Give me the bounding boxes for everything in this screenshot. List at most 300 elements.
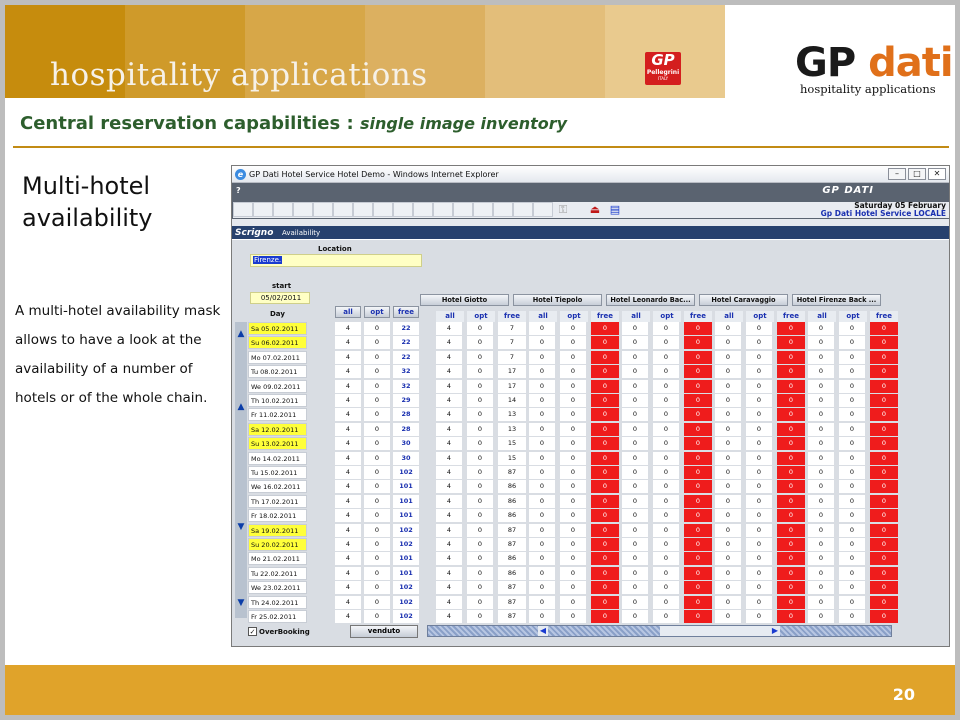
- hotel-1-all-cell: 4: [436, 596, 462, 609]
- start-date-input[interactable]: 05/02/2011: [250, 292, 310, 304]
- hotel-header-3[interactable]: Hotel Leonardo Bac...: [606, 294, 695, 306]
- app-header: [232, 183, 949, 219]
- hotel-3-opt-cell: 0: [653, 394, 679, 407]
- hotel-5-opt-cell: 0: [839, 408, 865, 421]
- hotel-4-free-cell: 0: [777, 480, 805, 493]
- hotel-2-opt-cell: 0: [560, 466, 586, 479]
- hotel-1-all-cell: 4: [436, 466, 462, 479]
- toolbar-button[interactable]: [533, 202, 553, 217]
- hotel-1-free-cell: 13: [498, 408, 526, 421]
- hotel-2-all-cell: 0: [529, 452, 555, 465]
- maximize-button[interactable]: □: [908, 168, 926, 180]
- hotel-1-opt-cell: 0: [467, 538, 493, 551]
- hotel-1-all-cell: 4: [436, 581, 462, 594]
- hotel-header-1[interactable]: Hotel Giotto: [420, 294, 509, 306]
- hotel-5-all-cell: 0: [808, 581, 834, 594]
- hotel-4-all-cell: 0: [715, 581, 741, 594]
- logo-subtitle: hospitality applications: [800, 82, 936, 96]
- total-all-cell: 4: [335, 610, 361, 623]
- hotel-5-all-cell: 0: [808, 322, 834, 335]
- hotel-1-free-cell: 86: [498, 552, 526, 565]
- brand-label: GP DATI: [822, 185, 874, 196]
- hotel-2-opt-cell: 0: [560, 610, 586, 623]
- hotel-2-opt-cell: 0: [560, 495, 586, 508]
- hotel-5-opt-cell: 0: [839, 322, 865, 335]
- hotel-5-opt-cell: 0: [839, 336, 865, 349]
- hotel-5-opt-cell: 0: [839, 610, 865, 623]
- hotel-3-col-opt: opt: [653, 311, 681, 322]
- hotel-4-all-cell: 0: [715, 336, 741, 349]
- hotel-2-all-cell: 0: [529, 495, 555, 508]
- hotel-4-col-opt: opt: [746, 311, 774, 322]
- hotel-3-free-cell: 0: [684, 524, 712, 537]
- total-opt-cell: 0: [364, 524, 390, 537]
- total-opt-cell: 0: [364, 380, 390, 393]
- hotel-3-all-cell: 0: [622, 610, 648, 623]
- day-cell[interactable]: Su 13.02.2011: [248, 437, 307, 450]
- hotel-1-all-cell: 4: [436, 610, 462, 623]
- hotel-3-all-cell: 0: [622, 437, 648, 450]
- day-cell[interactable]: Th 17.02.2011: [248, 495, 307, 508]
- toolbar-button[interactable]: [493, 202, 513, 217]
- total-all-cell: 4: [335, 552, 361, 565]
- hotel-3-all-cell: 0: [622, 351, 648, 364]
- total-free-cell: 102: [393, 596, 419, 609]
- hotel-3-opt-cell: 0: [653, 509, 679, 522]
- hotel-3-all-cell: 0: [622, 380, 648, 393]
- hotel-3-free-cell: 0: [684, 365, 712, 378]
- hotel-2-free-cell: 0: [591, 322, 619, 335]
- hotel-5-opt-cell: 0: [839, 495, 865, 508]
- subtitle-italic: single image inventory: [359, 114, 568, 133]
- hotel-1-opt-cell: 0: [467, 552, 493, 565]
- hotel-3-free-cell: 0: [684, 380, 712, 393]
- hotel-5-all-cell: 0: [808, 365, 834, 378]
- toolbar-button[interactable]: [373, 202, 393, 217]
- table-row: [248, 552, 887, 566]
- hotel-4-opt-cell: 0: [746, 596, 772, 609]
- table-row: [248, 365, 887, 379]
- hotel-4-free-cell: 0: [777, 408, 805, 421]
- hotel-2-free-cell: 0: [591, 466, 619, 479]
- toolbar-button[interactable]: [513, 202, 533, 217]
- hotel-3-free-cell: 0: [684, 596, 712, 609]
- hotel-5-free-cell: 0: [870, 437, 898, 450]
- day-cell[interactable]: Th 24.02.2011: [248, 596, 307, 609]
- hotel-2-opt-cell: 0: [560, 336, 586, 349]
- hotel-5-opt-cell: 0: [839, 394, 865, 407]
- total-col-free: free: [393, 306, 419, 318]
- scroll-down-fast-icon[interactable]: ▼: [237, 598, 245, 608]
- overbooking-option[interactable]: [248, 627, 310, 636]
- hotel-2-opt-cell: 0: [560, 452, 586, 465]
- location-input[interactable]: [250, 254, 422, 267]
- total-free-cell: 22: [393, 322, 419, 335]
- hotel-3-free-cell: 0: [684, 581, 712, 594]
- total-free-cell: 30: [393, 452, 419, 465]
- exit-door-icon[interactable]: ⏏: [589, 203, 601, 216]
- minimize-button[interactable]: –: [888, 168, 906, 180]
- hotel-1-all-cell: 4: [436, 538, 462, 551]
- hotel-5-col-free: free: [870, 311, 898, 322]
- day-cell[interactable]: Tu 22.02.2011: [248, 567, 307, 580]
- hotel-header-5[interactable]: Hotel Firenze Back ...: [792, 294, 881, 306]
- hotel-4-opt-cell: 0: [746, 466, 772, 479]
- toolbar-button[interactable]: [433, 202, 453, 217]
- hotel-1-opt-cell: 0: [467, 452, 493, 465]
- table-row: [248, 423, 887, 437]
- hotel-4-all-cell: 0: [715, 380, 741, 393]
- window-titlebar: [232, 166, 949, 183]
- hotel-3-free-cell: 0: [684, 466, 712, 479]
- hotel-header-4[interactable]: Hotel Caravaggio: [699, 294, 788, 306]
- hotel-2-all-cell: 0: [529, 322, 555, 335]
- hotel-2-free-cell: 0: [591, 509, 619, 522]
- table-row: [248, 581, 887, 595]
- total-free-cell: 30: [393, 437, 419, 450]
- day-cell[interactable]: We 09.02.2011: [248, 380, 307, 393]
- logo-gp: GP: [795, 40, 856, 86]
- hotel-5-all-cell: 0: [808, 408, 834, 421]
- hotel-3-all-cell: 0: [622, 538, 648, 551]
- hotel-3-opt-cell: 0: [653, 423, 679, 436]
- hotel-4-opt-cell: 0: [746, 509, 772, 522]
- hotel-1-opt-cell: 0: [467, 581, 493, 594]
- hotel-2-col-free: free: [591, 311, 619, 322]
- hotel-1-opt-cell: 0: [467, 351, 493, 364]
- hotel-4-free-cell: 0: [777, 336, 805, 349]
- hotel-2-free-cell: 0: [591, 610, 619, 623]
- day-cell[interactable]: Sa 12.02.2011: [248, 423, 307, 436]
- hotel-5-all-cell: 0: [808, 610, 834, 623]
- hotel-1-opt-cell: 0: [467, 394, 493, 407]
- hotel-4-all-cell: 0: [715, 495, 741, 508]
- day-cell[interactable]: Fr 11.02.2011: [248, 408, 307, 421]
- total-opt-cell: 0: [364, 336, 390, 349]
- hotel-1-free-cell: 87: [498, 524, 526, 537]
- day-cell[interactable]: Tu 08.02.2011: [248, 365, 307, 378]
- hotel-2-all-cell: 0: [529, 610, 555, 623]
- total-opt-cell: 0: [364, 495, 390, 508]
- total-free-cell: 102: [393, 466, 419, 479]
- hotel-5-opt-cell: 0: [839, 538, 865, 551]
- hotel-4-free-cell: 0: [777, 524, 805, 537]
- total-all-cell: 4: [335, 437, 361, 450]
- hotel-5-all-cell: 0: [808, 351, 834, 364]
- hotel-4-all-cell: 0: [715, 567, 741, 580]
- table-row: [248, 596, 887, 610]
- hotel-2-all-cell: 0: [529, 365, 555, 378]
- tab-scrigno[interactable]: Scrigno: [235, 227, 274, 238]
- hotel-5-opt-cell: 0: [839, 466, 865, 479]
- hotel-3-all-cell: 0: [622, 394, 648, 407]
- scroll-up-fast-icon[interactable]: ▲: [237, 329, 245, 339]
- hotel-2-all-cell: 0: [529, 596, 555, 609]
- hotel-3-all-cell: 0: [622, 596, 648, 609]
- hotel-4-opt-cell: 0: [746, 567, 772, 580]
- hotel-5-free-cell: 0: [870, 610, 898, 623]
- hotel-4-free-cell: 0: [777, 581, 805, 594]
- hotel-4-opt-cell: 0: [746, 581, 772, 594]
- hotel-1-all-cell: 4: [436, 322, 462, 335]
- total-all-cell: 4: [335, 452, 361, 465]
- hotel-4-col-all: all: [715, 311, 743, 322]
- table-row: [248, 408, 887, 422]
- hotel-4-free-cell: 0: [777, 423, 805, 436]
- hotel-1-opt-cell: 0: [467, 336, 493, 349]
- overbooking-checkbox[interactable]: ✓: [249, 628, 256, 636]
- hotel-4-free-cell: 0: [777, 394, 805, 407]
- hotel-3-opt-cell: 0: [653, 567, 679, 580]
- hotel-4-all-cell: 0: [715, 322, 741, 335]
- start-label: start: [272, 282, 292, 290]
- hotel-3-opt-cell: 0: [653, 524, 679, 537]
- hotel-5-free-cell: 0: [870, 495, 898, 508]
- day-cell[interactable]: Th 10.02.2011: [248, 394, 307, 407]
- toolbar-button[interactable]: [393, 202, 413, 217]
- day-cell[interactable]: Fr 18.02.2011: [248, 509, 307, 522]
- hotel-4-opt-cell: 0: [746, 495, 772, 508]
- hotel-1-free-cell: 87: [498, 610, 526, 623]
- table-row: [248, 567, 887, 581]
- hotel-2-opt-cell: 0: [560, 380, 586, 393]
- grid-icon[interactable]: ▤: [609, 203, 621, 216]
- toolbar-button[interactable]: [293, 202, 313, 217]
- hotel-2-free-cell: 0: [591, 394, 619, 407]
- hotel-4-free-cell: 0: [777, 538, 805, 551]
- hotel-3-opt-cell: 0: [653, 538, 679, 551]
- total-opt-cell: 0: [364, 452, 390, 465]
- hotel-header-2[interactable]: Hotel Tiepolo: [513, 294, 602, 306]
- hotel-3-opt-cell: 0: [653, 437, 679, 450]
- hotel-2-all-cell: 0: [529, 437, 555, 450]
- total-opt-cell: 0: [364, 351, 390, 364]
- hotel-1-free-cell: 17: [498, 365, 526, 378]
- browser-window: [231, 165, 950, 647]
- hotel-1-free-cell: 7: [498, 322, 526, 335]
- hotel-2-opt-cell: 0: [560, 423, 586, 436]
- hotel-2-all-cell: 0: [529, 336, 555, 349]
- hotel-3-free-cell: 0: [684, 610, 712, 623]
- total-all-cell: 4: [335, 365, 361, 378]
- hotel-5-col-all: all: [808, 311, 836, 322]
- day-cell[interactable]: Sa 19.02.2011: [248, 524, 307, 537]
- total-all-cell: 4: [335, 408, 361, 421]
- hotel-3-opt-cell: 0: [653, 351, 679, 364]
- hotel-4-all-cell: 0: [715, 408, 741, 421]
- toolbar-button[interactable]: [253, 202, 273, 217]
- total-opt-cell: 0: [364, 480, 390, 493]
- key-icon[interactable]: ⚿: [558, 202, 568, 216]
- hotel-1-free-cell: 7: [498, 336, 526, 349]
- banner-title: hospitality applications: [50, 57, 428, 93]
- total-opt-cell: 0: [364, 596, 390, 609]
- hotel-2-free-cell: 0: [591, 452, 619, 465]
- hotel-2-opt-cell: 0: [560, 509, 586, 522]
- hotel-4-all-cell: 0: [715, 524, 741, 537]
- hotel-2-all-cell: 0: [529, 380, 555, 393]
- hotel-5-all-cell: 0: [808, 480, 834, 493]
- table-row: [248, 538, 887, 552]
- hotel-5-free-cell: 0: [870, 596, 898, 609]
- day-cell[interactable]: Su 06.02.2011: [248, 336, 307, 349]
- hotel-3-free-cell: 0: [684, 538, 712, 551]
- hotel-3-all-cell: 0: [622, 581, 648, 594]
- total-all-cell: 4: [335, 380, 361, 393]
- toolbar-button[interactable]: [413, 202, 433, 217]
- day-cell[interactable]: Mo 21.02.2011: [248, 552, 307, 565]
- toolbar-button[interactable]: [473, 202, 493, 217]
- hotel-5-all-cell: 0: [808, 394, 834, 407]
- scroll-right-icon[interactable]: ▶: [771, 626, 779, 635]
- table-row: [248, 322, 887, 336]
- total-all-cell: 4: [335, 524, 361, 537]
- hotel-5-all-cell: 0: [808, 336, 834, 349]
- total-free-cell: 22: [393, 336, 419, 349]
- toolbar-button[interactable]: [233, 202, 253, 217]
- hotel-4-all-cell: 0: [715, 538, 741, 551]
- hotel-1-opt-cell: 0: [467, 567, 493, 580]
- internet-explorer-icon: e: [235, 169, 246, 180]
- day-cell[interactable]: We 16.02.2011: [248, 480, 307, 493]
- toolbar-button[interactable]: [353, 202, 373, 217]
- scroll-up-icon[interactable]: ▲: [237, 402, 245, 412]
- hotel-3-col-all: all: [622, 311, 650, 322]
- hotel-4-free-cell: 0: [777, 365, 805, 378]
- day-cell[interactable]: We 23.02.2011: [248, 581, 307, 594]
- current-date: Saturday 05 February: [854, 201, 946, 210]
- hotel-4-opt-cell: 0: [746, 336, 772, 349]
- hotel-1-free-cell: 87: [498, 538, 526, 551]
- hotel-1-opt-cell: 0: [467, 322, 493, 335]
- hotel-1-all-cell: 4: [436, 336, 462, 349]
- hotel-3-opt-cell: 0: [653, 610, 679, 623]
- day-cell[interactable]: Tu 15.02.2011: [248, 466, 307, 479]
- hotel-5-all-cell: 0: [808, 466, 834, 479]
- close-button[interactable]: ✕: [928, 168, 946, 180]
- hotel-3-opt-cell: 0: [653, 552, 679, 565]
- total-free-cell: 32: [393, 380, 419, 393]
- total-all-cell: 4: [335, 581, 361, 594]
- table-row: [248, 610, 887, 624]
- footer-bar: [5, 665, 955, 715]
- toolbar-button[interactable]: [273, 202, 293, 217]
- horizontal-scrollbar[interactable]: [427, 625, 892, 637]
- hotel-3-opt-cell: 0: [653, 495, 679, 508]
- total-free-cell: 22: [393, 351, 419, 364]
- total-free-cell: 102: [393, 610, 419, 623]
- hotel-3-free-cell: 0: [684, 480, 712, 493]
- total-all-cell: 4: [335, 480, 361, 493]
- hotel-2-free-cell: 0: [591, 552, 619, 565]
- total-free-cell: 101: [393, 552, 419, 565]
- hotel-1-opt-cell: 0: [467, 437, 493, 450]
- hotel-1-free-cell: 15: [498, 452, 526, 465]
- help-menu[interactable]: ?: [236, 186, 241, 195]
- hotel-5-all-cell: 0: [808, 538, 834, 551]
- hotel-2-opt-cell: 0: [560, 567, 586, 580]
- hotel-3-all-cell: 0: [622, 423, 648, 436]
- tab-availability[interactable]: Availability: [282, 228, 321, 237]
- hotel-2-free-cell: 0: [591, 567, 619, 580]
- hotel-2-free-cell: 0: [591, 365, 619, 378]
- hotel-4-free-cell: 0: [777, 437, 805, 450]
- hotel-2-opt-cell: 0: [560, 437, 586, 450]
- logo-dati: dati: [868, 40, 953, 86]
- scroll-left-icon[interactable]: ◀: [539, 626, 547, 635]
- hotel-4-free-cell: 0: [777, 509, 805, 522]
- hotel-5-all-cell: 0: [808, 452, 834, 465]
- hotel-5-opt-cell: 0: [839, 509, 865, 522]
- hotel-3-free-cell: 0: [684, 437, 712, 450]
- day-cell[interactable]: Sa 05.02.2011: [248, 322, 307, 335]
- table-row: [248, 394, 887, 408]
- total-all-cell: 4: [335, 596, 361, 609]
- hotel-1-free-cell: 87: [498, 596, 526, 609]
- table-row: [248, 495, 887, 509]
- hotel-5-opt-cell: 0: [839, 480, 865, 493]
- hotel-1-opt-cell: 0: [467, 423, 493, 436]
- hotel-4-all-cell: 0: [715, 509, 741, 522]
- hotel-3-all-cell: 0: [622, 452, 648, 465]
- hotel-4-opt-cell: 0: [746, 322, 772, 335]
- hotel-2-free-cell: 0: [591, 480, 619, 493]
- scroll-down-icon[interactable]: ▼: [237, 522, 245, 532]
- toolbar-button[interactable]: [333, 202, 353, 217]
- table-row: [248, 380, 887, 394]
- hotel-2-free-cell: 0: [591, 581, 619, 594]
- hotel-1-free-cell: 15: [498, 437, 526, 450]
- hotel-2-opt-cell: 0: [560, 480, 586, 493]
- hotel-2-all-cell: 0: [529, 509, 555, 522]
- table-row: [248, 336, 887, 350]
- hotel-2-free-cell: 0: [591, 495, 619, 508]
- hotel-3-free-cell: 0: [684, 394, 712, 407]
- table-row: [248, 524, 887, 538]
- hotel-1-all-cell: 4: [436, 552, 462, 565]
- hotel-2-free-cell: 0: [591, 336, 619, 349]
- hotel-3-opt-cell: 0: [653, 408, 679, 421]
- day-cell[interactable]: Mo 14.02.2011: [248, 452, 307, 465]
- hotel-4-free-cell: 0: [777, 452, 805, 465]
- total-opt-cell: 0: [364, 581, 390, 594]
- hotel-2-all-cell: 0: [529, 394, 555, 407]
- hotel-5-col-opt: opt: [839, 311, 867, 322]
- total-opt-cell: 0: [364, 466, 390, 479]
- hotel-2-free-cell: 0: [591, 437, 619, 450]
- hotel-4-all-cell: 0: [715, 596, 741, 609]
- day-cell[interactable]: Mo 07.02.2011: [248, 351, 307, 364]
- hotel-5-opt-cell: 0: [839, 380, 865, 393]
- hotel-5-all-cell: 0: [808, 552, 834, 565]
- day-cell[interactable]: Su 20.02.2011: [248, 538, 307, 551]
- hotel-4-opt-cell: 0: [746, 552, 772, 565]
- table-row: [248, 351, 887, 365]
- hotel-1-all-cell: 4: [436, 423, 462, 436]
- venduto-button[interactable]: venduto: [350, 625, 418, 638]
- toolbar-button[interactable]: [313, 202, 333, 217]
- day-cell[interactable]: Fr 25.02.2011: [248, 610, 307, 623]
- total-free-cell: 101: [393, 495, 419, 508]
- hotel-1-all-cell: 4: [436, 365, 462, 378]
- hotel-2-free-cell: 0: [591, 538, 619, 551]
- hotel-1-free-cell: 87: [498, 466, 526, 479]
- toolbar-button[interactable]: [453, 202, 473, 217]
- overbooking-label: OverBooking: [259, 627, 310, 636]
- hotel-3-all-cell: 0: [622, 365, 648, 378]
- hotel-4-free-cell: 0: [777, 495, 805, 508]
- pellegrini-logo-icon: [645, 52, 681, 85]
